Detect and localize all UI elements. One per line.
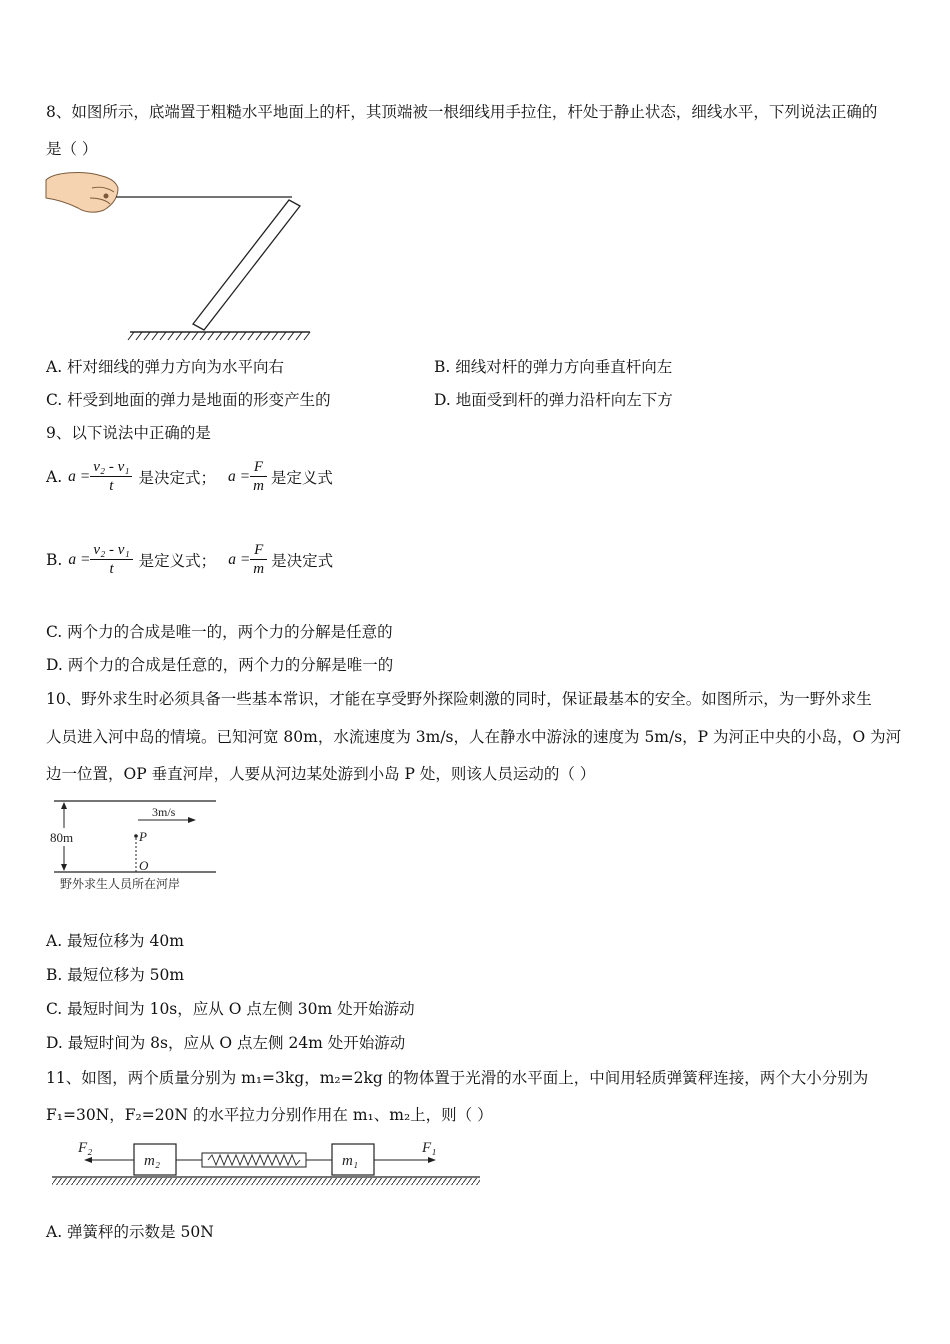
q10-o-label: O — [139, 858, 149, 873]
q11-option-a: A. 弹簧秤的示数是 50N — [46, 1223, 214, 1241]
q10-p-label: P — [139, 829, 147, 844]
q9-option-a — [46, 458, 333, 495]
q9-option-b-f2-lhs: a = — [228, 550, 251, 568]
q9-option-b-f1-text: 是定义式； — [138, 551, 217, 570]
q10-option-b: B. 最短位移为 50m — [46, 966, 185, 984]
q10-speed-label: 3m/s — [152, 805, 176, 819]
q9-option-a-f1-lhs: a = — [68, 467, 91, 485]
q10-figure-river — [46, 796, 226, 896]
q9-option-a-f2-lhs: a = — [227, 467, 251, 485]
q11-stem-line2: F₁=30N，F₂=20N 的水平拉力分别作用在 m₁、m₂上，则（ ） — [46, 1106, 493, 1124]
q10-option-a: A. 最短位移为 40m — [46, 932, 184, 950]
q8-option-c: C. 杆受到地面的弹力是地面的形变产生的 — [46, 391, 331, 409]
q9-option-a-f1-denominator: t — [109, 478, 114, 494]
q9-option-a-f2-fraction — [250, 458, 267, 495]
q8-option-d: D. 地面受到杆的弹力沿杆向左下方 — [434, 391, 673, 409]
q11-figure-spring-scale — [48, 1134, 484, 1190]
q8-option-b: B. 细线对杆的弹力方向垂直杆向左 — [434, 358, 673, 376]
q9-option-b — [46, 541, 333, 578]
q9-option-b-f1-numerator: v₂ - v₁ — [90, 541, 132, 560]
q9-option-b-f2-text: 是决定式 — [271, 551, 334, 570]
q10-option-c: C. 最短时间为 10s，应从 O 点左侧 30m 处开始游动 — [46, 1000, 415, 1018]
q10-option-d: D. 最短时间为 8s，应从 O 点左侧 24m 处开始游动 — [46, 1034, 406, 1052]
q9-option-b-f1-denominator: t — [109, 561, 114, 577]
q9-option-a-f2-numerator: F — [250, 458, 267, 477]
q10-stem-line3: 边一位置，OP 垂直河岸，人要从河边某处游到小岛 P 处，则该人员运动的（ ） — [46, 765, 596, 783]
q9-option-b-f2-numerator: F — [250, 541, 267, 560]
q9-option-b-f1-lhs: a = — [68, 550, 91, 568]
q9-option-a-f1-numerator: v₂ - v₁ — [90, 458, 132, 477]
q10-width-label: 80m — [50, 830, 74, 845]
q9-option-a-f2-text: 是定义式 — [270, 468, 333, 487]
q10-point-p — [134, 834, 138, 838]
q11-f1-label: F₁ — [422, 1140, 437, 1156]
q9-option-c: C. 两个力的合成是唯一的，两个力的分解是任意的 — [46, 623, 393, 641]
q9-option-a-f1-text: 是决定式； — [138, 468, 216, 487]
q11-stem-line1: 11、如图，两个质量分别为 m₁=3kg，m₂=2kg 的物体置于光滑的水平面上，中间用轻质弹簧秤连接，两个大小分别为 — [46, 1069, 869, 1087]
q9-option-a-label: A. — [46, 467, 63, 486]
q9-option-b-f2-fraction — [250, 541, 267, 578]
q10-figure-caption: 野外求生人员所在河岸 — [60, 877, 181, 891]
q8-figure-rod-and-hand — [44, 168, 314, 343]
q11-m2-label: m₂ — [144, 1153, 161, 1169]
q9-option-d: D. 两个力的合成是任意的，两个力的分解是唯一的 — [46, 656, 394, 674]
q9-option-b-f2-denominator: m — [253, 561, 265, 577]
q8-stem-line1: 8、如图所示，底端置于粗糙水平地面上的杆，其顶端被一根细线用手拉住，杆处于静止状态，细线水平，下列说法正确的 — [46, 103, 878, 121]
q9-option-a-f1-fraction — [90, 458, 132, 495]
q9-option-a-f2-denominator: m — [253, 478, 264, 494]
q11-m1-label: m₁ — [342, 1153, 359, 1169]
q8-option-a: A. 杆对细线的弹力方向为水平向右 — [46, 358, 285, 376]
q9-stem: 9、以下说法中正确的是 — [46, 424, 211, 442]
q9-option-b-f1-fraction — [90, 541, 132, 578]
q9-option-b-label: B. — [46, 550, 63, 569]
q11-f2-label: F₂ — [78, 1140, 93, 1156]
q8-stem-line2: 是（ ） — [46, 140, 98, 158]
q10-stem-line2: 人员进入河中岛的情境。已知河宽 80m，水流速度为 3m/s，人在静水中游泳的速度为 5m/s，P 为河正中央的小岛，O 为河 — [46, 728, 902, 746]
q10-stem-line1: 10、野外求生时必须具备一些基本常识，才能在享受野外探险刺激的同时，保证最基本的安全。如图所示，为一野外求生 — [46, 690, 872, 708]
